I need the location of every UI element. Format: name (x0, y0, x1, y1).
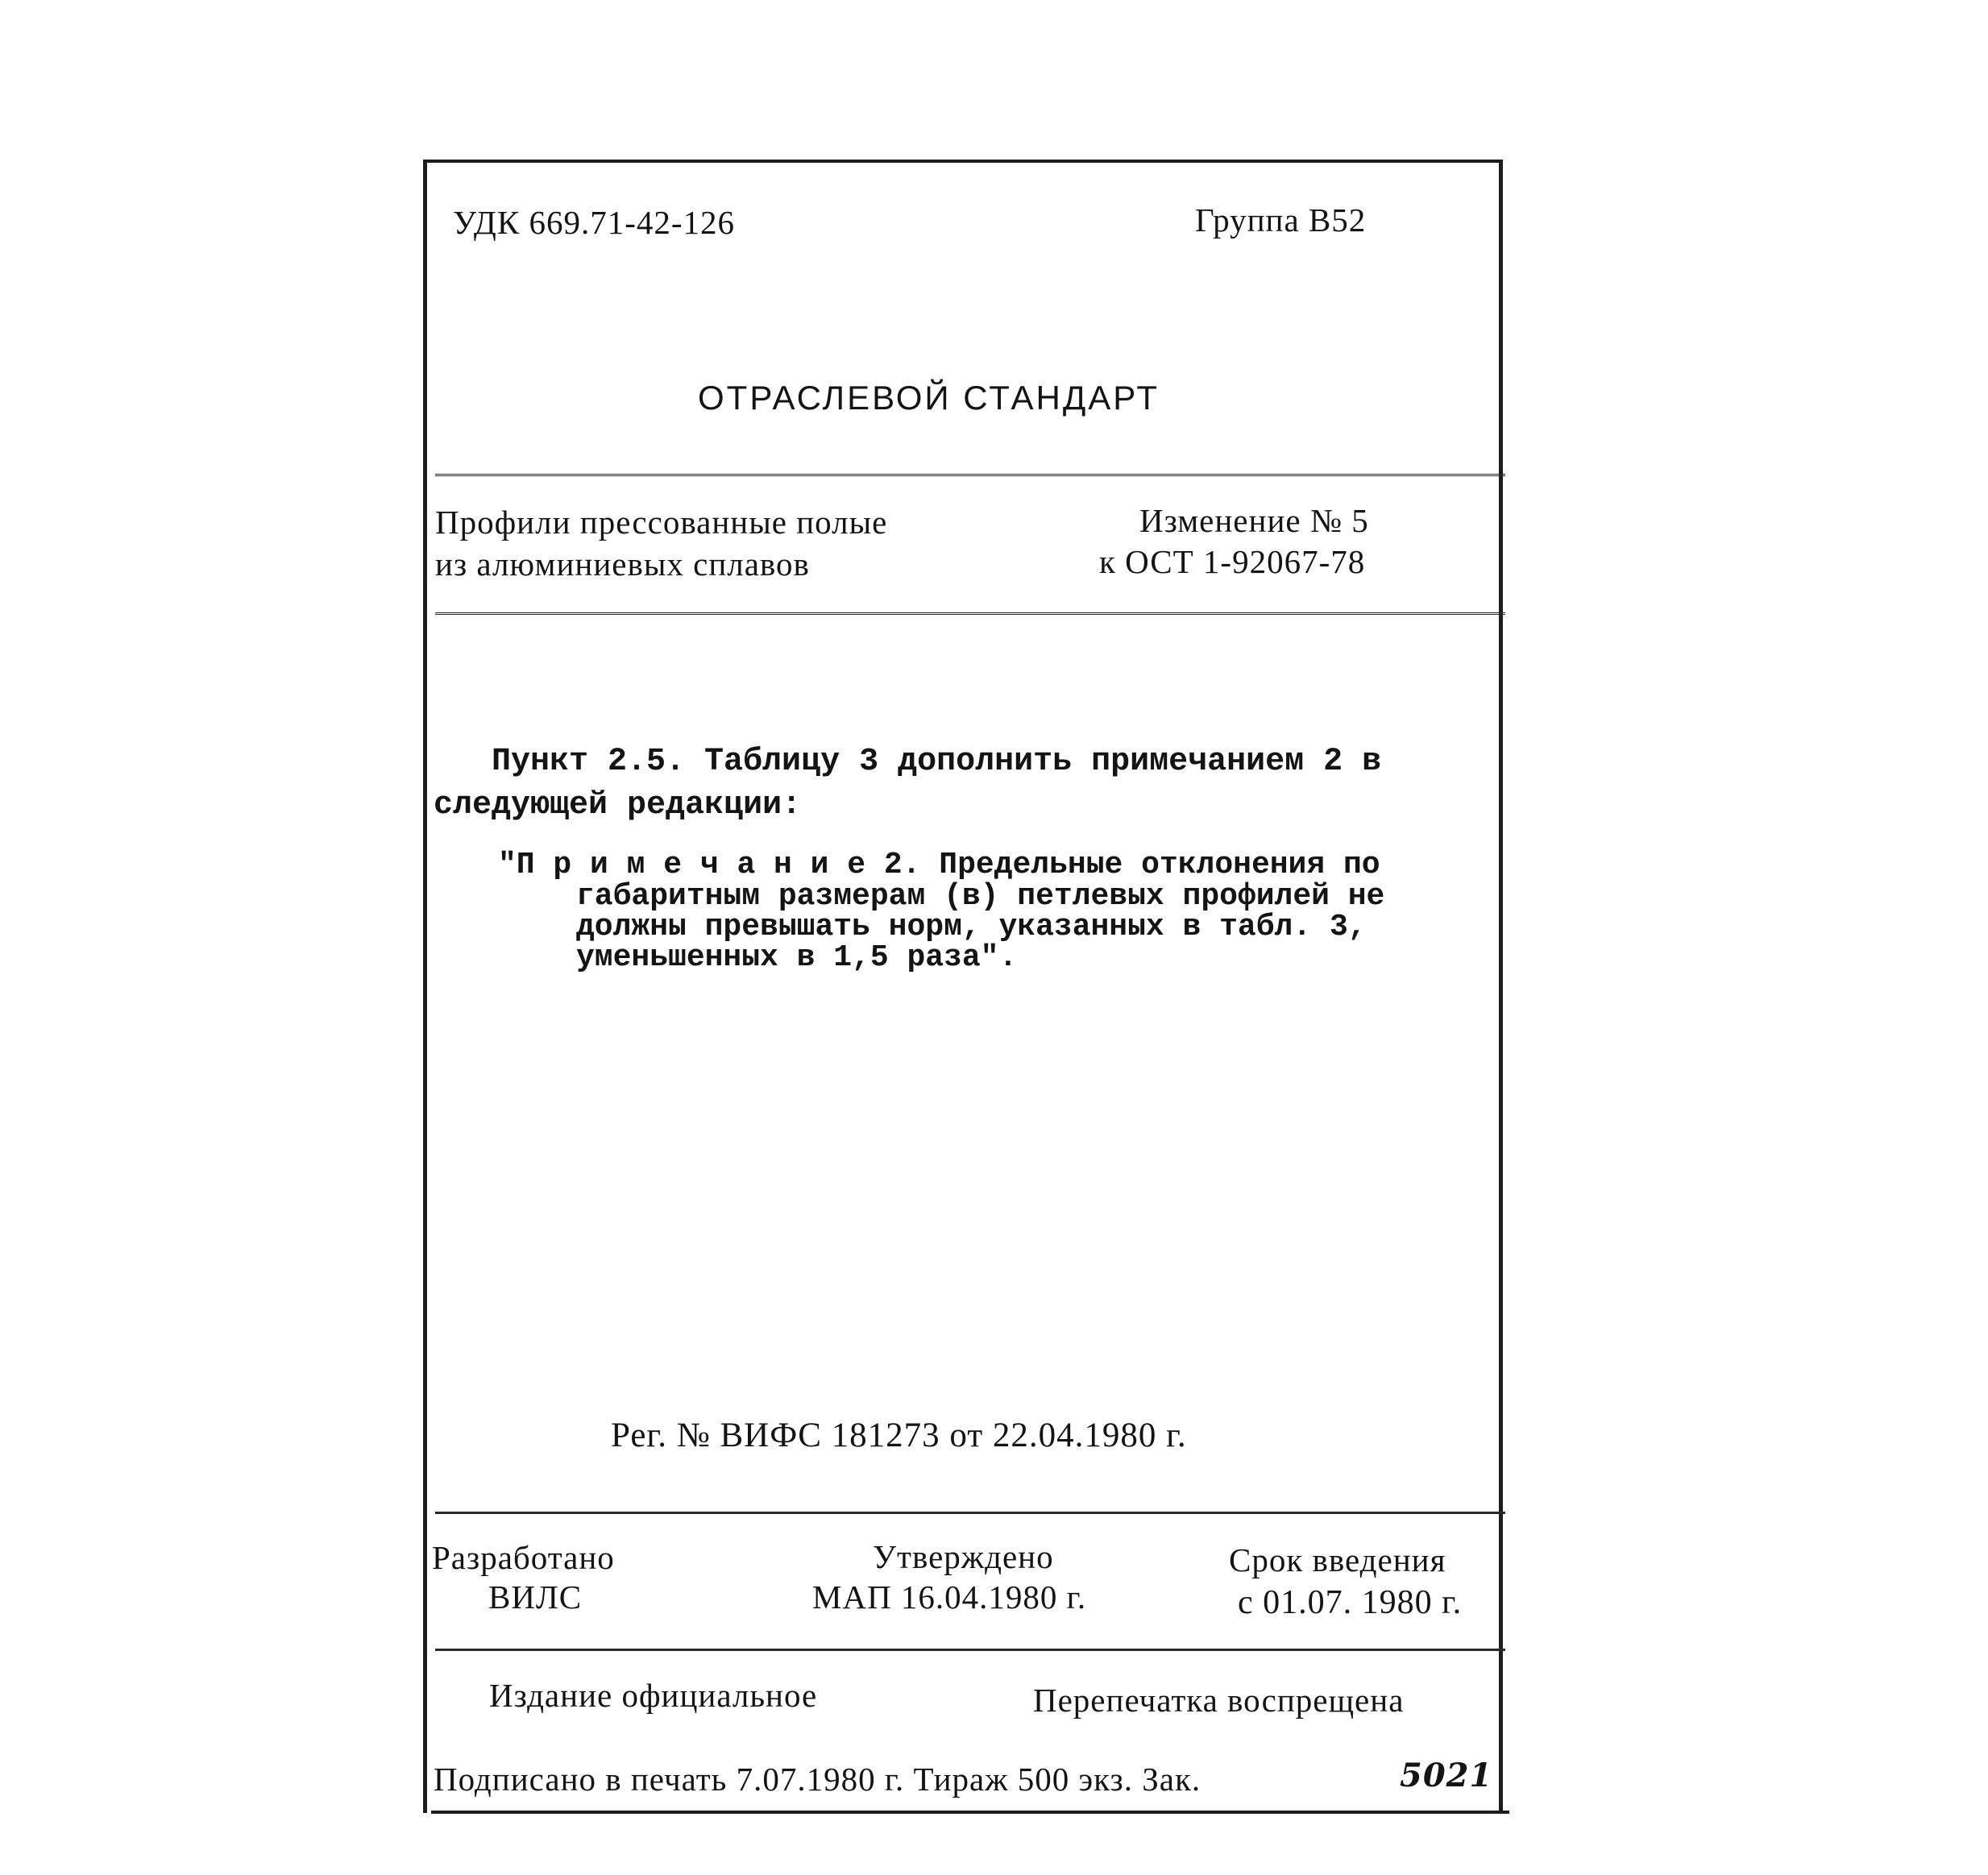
frame-bottom-border (431, 1811, 1509, 1814)
reprint-note: Перепечатка воспрещена (1033, 1682, 1405, 1719)
note-line-1: "П р и м е ч а н и е 2. Предельные отклонения по (498, 848, 1380, 882)
order-number-handwritten: 5021 (1400, 1757, 1493, 1794)
approved-by: МАП 16.04.1980 г. (812, 1578, 1087, 1616)
registration-line: Рег. № ВИФС 181273 от 22.04.1980 г. (611, 1417, 1187, 1454)
approved-label: Утверждено (873, 1538, 1054, 1575)
standard-title: ОТРАСЛЕВОЙ СТАНДАРТ (698, 379, 1160, 417)
note-line-2: габаритным размерам (в) петлевых профилей не (576, 879, 1385, 914)
edition-note: Издание официальное (489, 1677, 818, 1714)
divider-subject (435, 612, 1505, 618)
subject-line-2: из алюминиевых сплавов (435, 545, 810, 583)
developed-by: ВИЛС (488, 1578, 583, 1616)
subject-line-1: Профили прессованные полые (435, 504, 888, 541)
effective-label: Срок введения (1229, 1541, 1446, 1578)
divider-footer (435, 1649, 1505, 1651)
udk-code: УДК 669.71-42-126 (453, 204, 736, 241)
body-intro-line-1: Пункт 2.5. Таблицу 3 дополнить примечанием 2 в (492, 744, 1382, 780)
effective-date: с 01.07. 1980 г. (1238, 1584, 1463, 1621)
body-intro-line-2: следующей редакции: (434, 787, 802, 823)
group-code: Группа В52 (1195, 201, 1367, 239)
note-line-4: уменьшенных в 1,5 раза". (576, 940, 1018, 975)
divider-top (435, 474, 1505, 479)
divider-approval (435, 1512, 1505, 1514)
change-reference: к ОСТ 1-92067-78 (1099, 543, 1366, 580)
developed-label: Разработано (432, 1539, 615, 1576)
change-number: Изменение № 5 (1139, 502, 1369, 539)
print-info: Подписано в печать 7.07.1980 г. Тираж 500 экз. Зак. (434, 1761, 1202, 1798)
note-line-3: должны превышать норм, указанных в табл. 3, (576, 910, 1367, 944)
